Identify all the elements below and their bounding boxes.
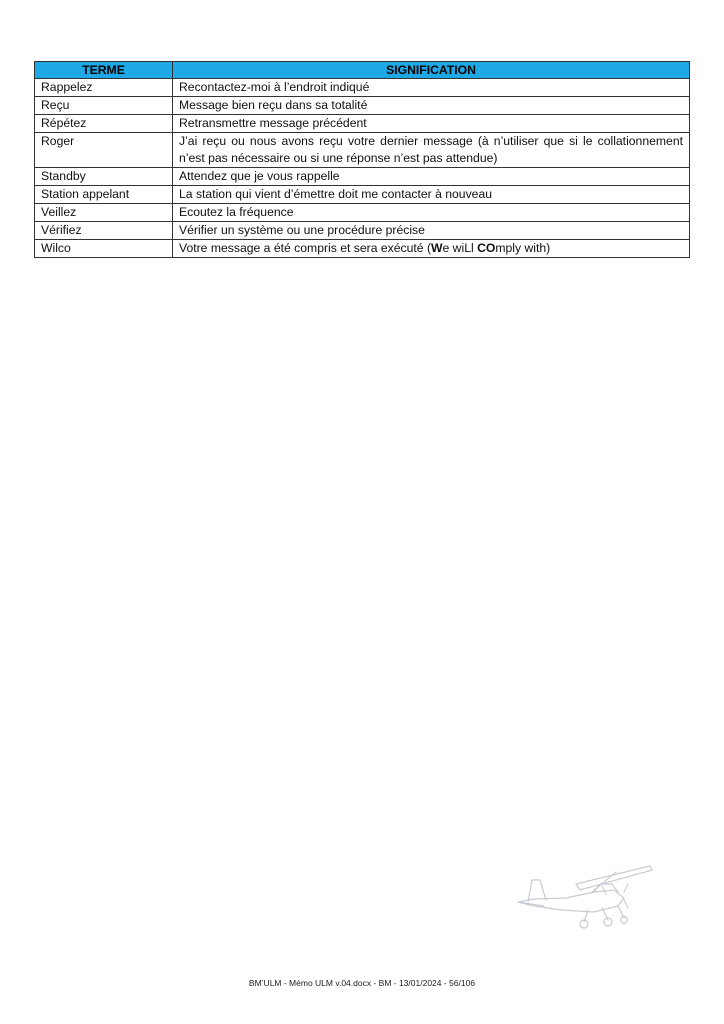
term-cell: Roger xyxy=(35,133,173,168)
term-cell: Répétez xyxy=(35,115,173,133)
meaning-text: Votre message a été compris et sera exécuté ( xyxy=(179,241,431,255)
term-cell: Standby xyxy=(35,168,173,186)
ultralight-aircraft-icon xyxy=(514,862,654,934)
table-row xyxy=(35,240,690,258)
meaning-cell: Recontactez-moi à l’endroit indiqué xyxy=(173,79,690,97)
header-meaning: SIGNIFICATION xyxy=(173,62,690,79)
page-footer: BM’ULM - Mémo ULM v.04.docx - BM - 13/01/2024 - 56/106 xyxy=(248,978,476,988)
meaning-cell: Message bien reçu dans sa totalité xyxy=(173,97,690,115)
term-cell: Rappelez xyxy=(35,79,173,97)
glossary-table xyxy=(34,61,690,258)
meaning-cell: Attendez que je vous rappelle xyxy=(173,168,690,186)
table-row xyxy=(35,204,690,222)
meaning-cell: Vérifier un système ou une procédure précise xyxy=(173,222,690,240)
meaning-cell xyxy=(173,240,690,258)
table-row xyxy=(35,168,690,186)
meaning-cell: Ecoutez la fréquence xyxy=(173,204,690,222)
term-cell: Station appelant xyxy=(35,186,173,204)
acronym-letters-co: CO xyxy=(477,241,496,255)
term-cell: Wilco xyxy=(35,240,173,258)
meaning-cell: La station qui vient d’émettre doit me contacter à nouveau xyxy=(173,186,690,204)
table-row xyxy=(35,115,690,133)
table-row xyxy=(35,97,690,115)
term-cell: Reçu xyxy=(35,97,173,115)
table-row xyxy=(35,186,690,204)
term-cell: Veillez xyxy=(35,204,173,222)
meaning-cell: J’ai reçu ou nous avons reçu votre dernier message (à n’utiliser que si le collationnement n’est pas nécessaire ou si une réponse n’est pas attendue) xyxy=(173,133,690,168)
meaning-cell: Retransmettre message précédent xyxy=(173,115,690,133)
header-term: TERME xyxy=(35,62,173,79)
table-row xyxy=(35,222,690,240)
table-row xyxy=(35,133,690,168)
acronym-letter-w: W xyxy=(431,241,443,255)
meaning-text: l xyxy=(470,241,474,255)
table-header-row xyxy=(35,62,690,79)
meaning-text: mply with) xyxy=(495,241,551,255)
term-cell: Vérifiez xyxy=(35,222,173,240)
table-row xyxy=(35,79,690,97)
meaning-text: e wiL xyxy=(442,241,471,255)
